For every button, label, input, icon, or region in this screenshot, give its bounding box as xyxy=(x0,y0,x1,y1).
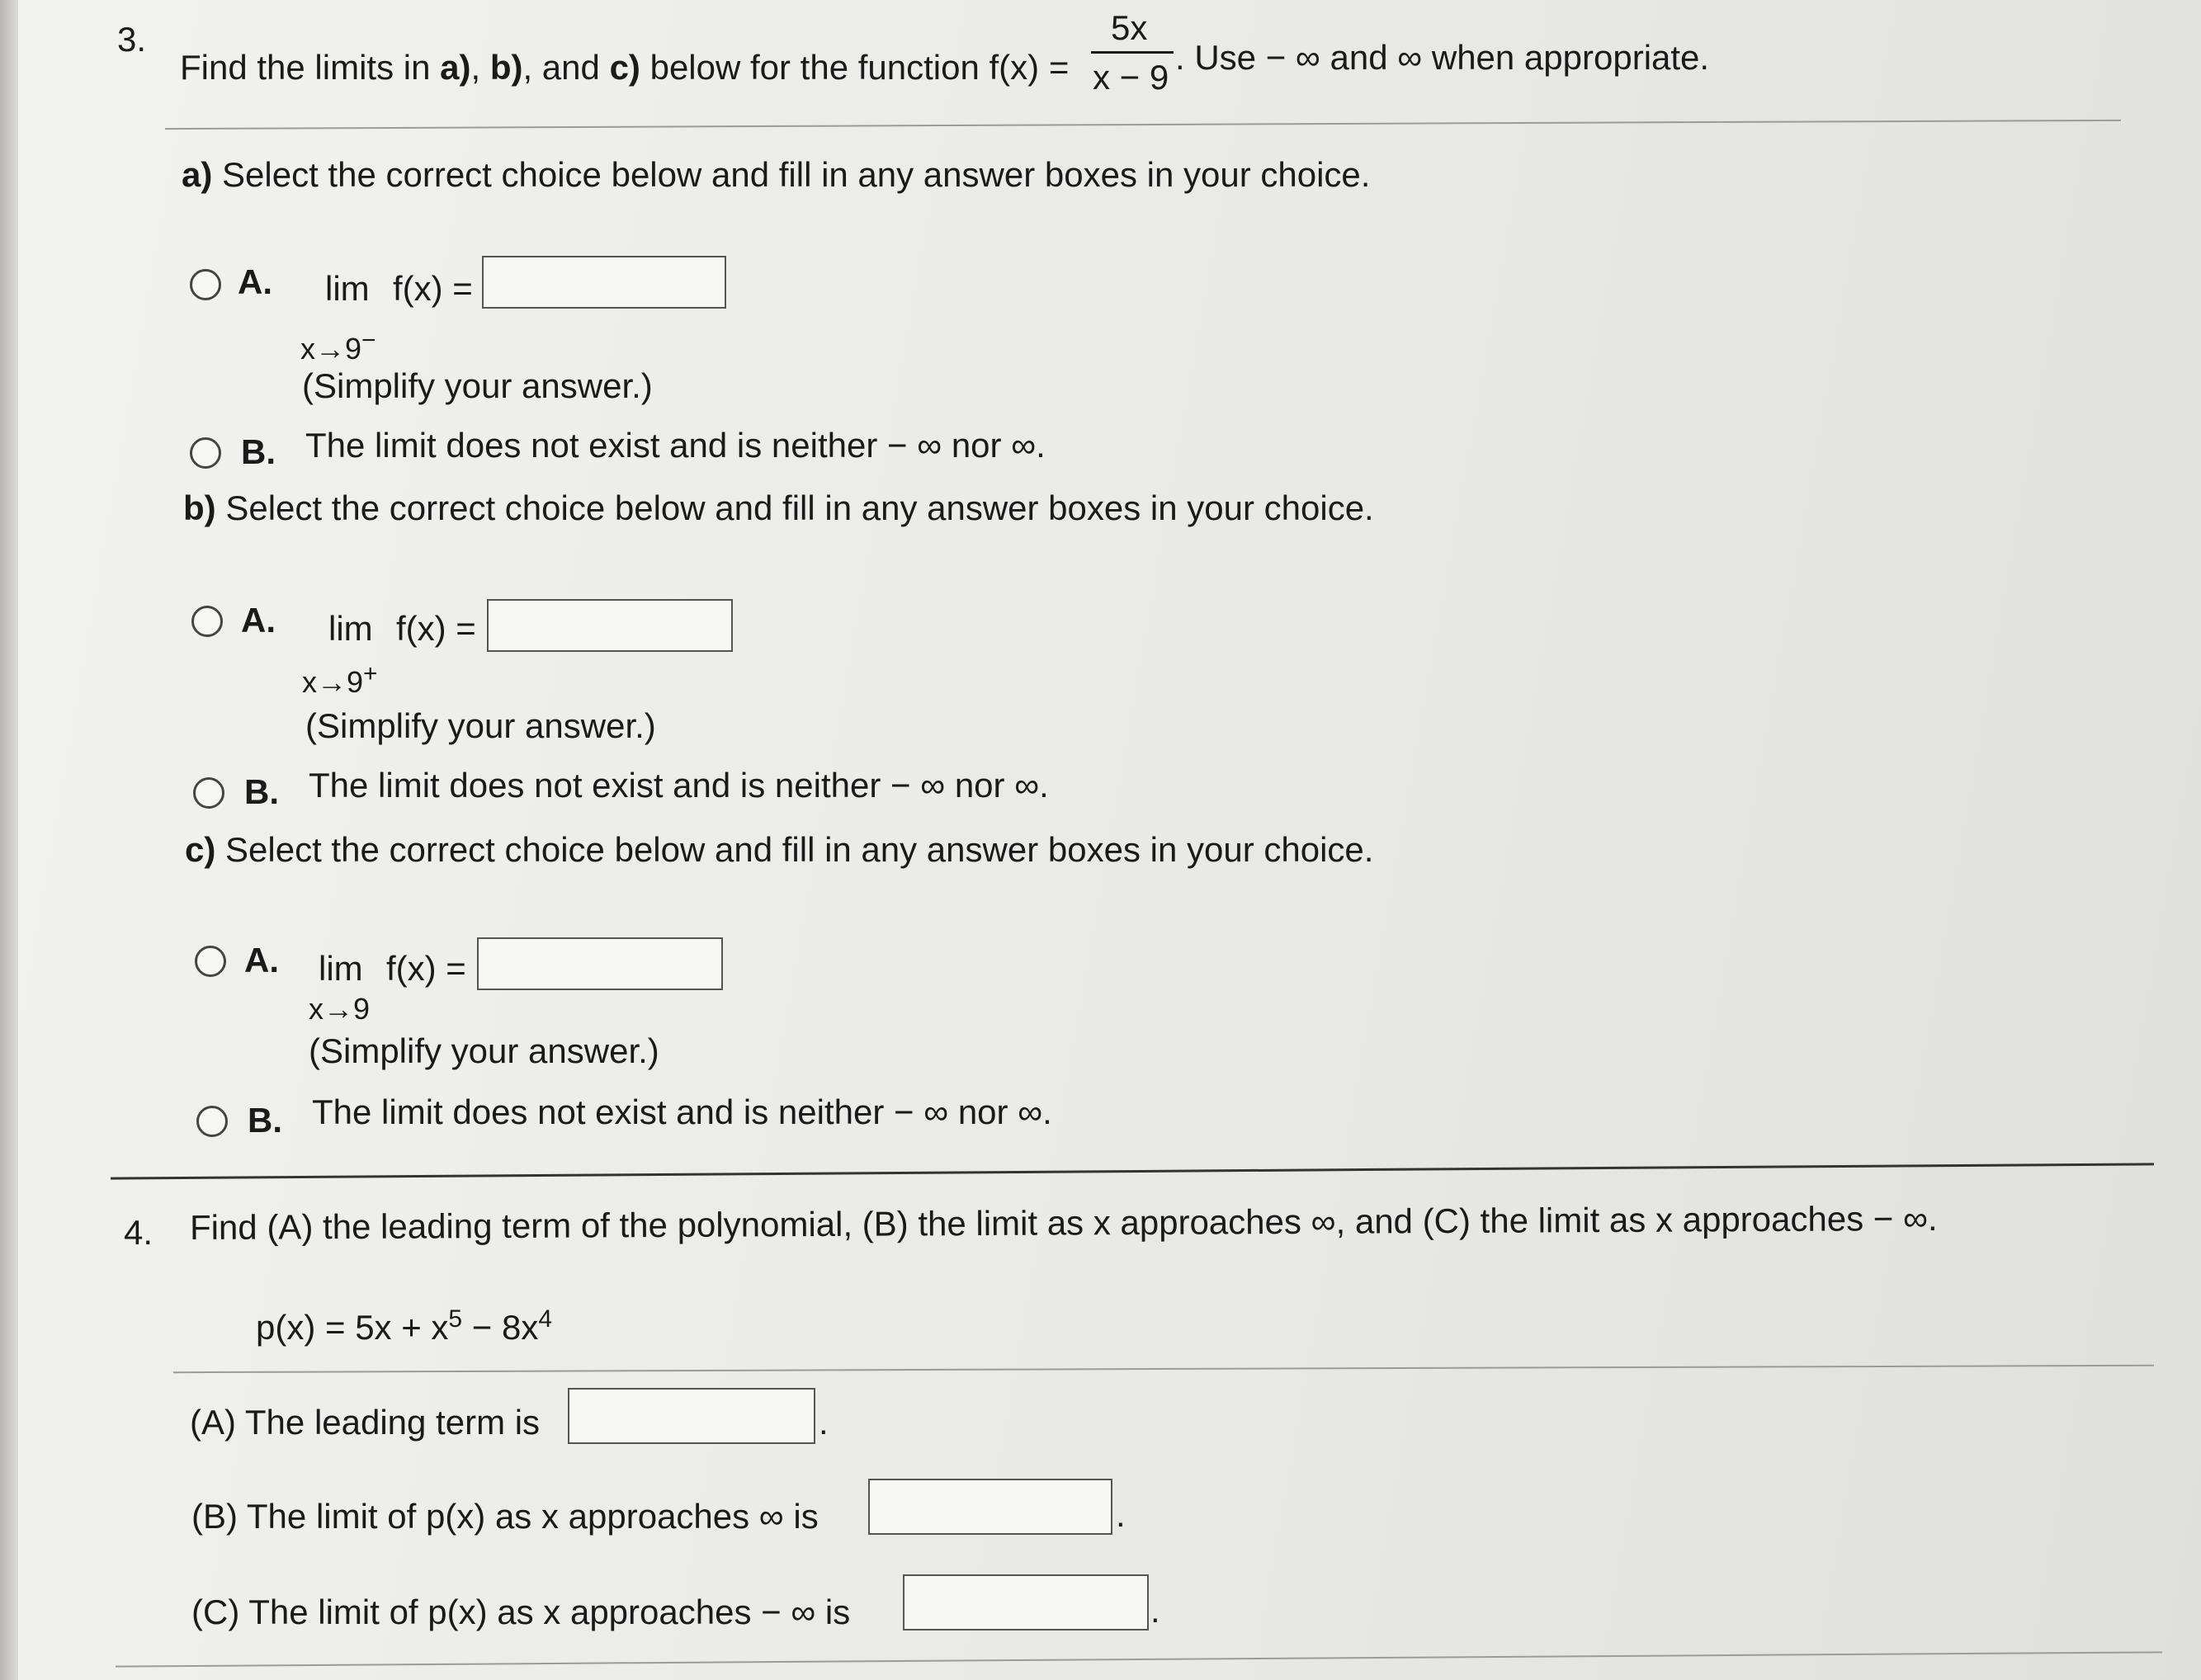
part-a-lim: lim xyxy=(325,269,370,308)
period: . xyxy=(1116,1495,1126,1534)
part-b-answer-box[interactable] xyxy=(487,599,733,652)
poly-exponent: 4 xyxy=(538,1305,553,1333)
leading-term-answer-box[interactable] xyxy=(568,1388,815,1444)
fraction-denominator: x − 9 xyxy=(1093,58,1169,97)
leading-term-label: (A) The leading term is xyxy=(190,1403,541,1442)
question-3-number: 3. xyxy=(117,20,147,59)
part-b-lim-subscript xyxy=(302,660,378,700)
divider xyxy=(173,1365,2154,1373)
part-b-option-a-letter: A. xyxy=(241,601,276,639)
limit-pos-inf-label: (B) The limit of p(x) as x approaches ∞ is xyxy=(191,1497,819,1536)
fraction-numerator: 5x xyxy=(1111,8,1148,47)
page-edge-shadow xyxy=(0,0,18,1680)
poly-part: p(x) = 5x + x xyxy=(256,1308,449,1347)
part-b-ref: b) xyxy=(489,48,523,87)
part-c-option-a-radio[interactable] xyxy=(195,946,226,977)
period: . xyxy=(819,1403,829,1442)
instruction-text: Select the correct choice below and fill in any answer boxes in your choice. xyxy=(215,488,1374,527)
limit-neg-inf-answer-box[interactable] xyxy=(903,1574,1149,1630)
lim-side: + xyxy=(363,660,378,687)
part-c-answer-box[interactable] xyxy=(477,937,723,990)
question-3-prompt xyxy=(180,48,1069,87)
prompt-text: , xyxy=(470,48,490,87)
part-c-label: c) xyxy=(185,830,216,869)
part-a-ref: a) xyxy=(440,48,471,87)
prompt-text: below for the function f(x) = xyxy=(640,48,1070,87)
part-b-option-b-radio[interactable] xyxy=(193,777,224,809)
poly-part: − 8x xyxy=(462,1308,539,1347)
part-a-answer-box[interactable] xyxy=(482,256,726,309)
part-c-option-b-text: The limit does not exist and is neither − ∞ nor ∞. xyxy=(312,1092,1052,1131)
part-b-option-a-radio[interactable] xyxy=(191,606,223,637)
lim-side: − xyxy=(361,327,376,354)
part-b-label: b) xyxy=(183,488,216,527)
part-a-option-b-letter: B. xyxy=(241,432,276,471)
divider xyxy=(165,120,2121,130)
prompt-text: , and xyxy=(522,48,610,87)
limit-neg-inf-label: (C) The limit of p(x) as x approaches − ∞ is xyxy=(191,1593,851,1631)
part-a-function: f(x) = xyxy=(393,269,473,308)
part-c-option-b-letter: B. xyxy=(248,1101,282,1140)
period: . xyxy=(1150,1591,1160,1630)
question-separator xyxy=(111,1163,2154,1179)
part-b-function: f(x) = xyxy=(396,609,476,648)
part-c-lim-subscript: x→9 xyxy=(309,992,371,1026)
part-b-instruction xyxy=(183,488,1374,528)
part-b-lim: lim xyxy=(328,609,373,648)
part-c-lim: lim xyxy=(319,949,363,988)
poly-exponent: 5 xyxy=(448,1305,463,1333)
part-a-option-a-radio[interactable] xyxy=(190,269,221,300)
part-c-option-b-radio[interactable] xyxy=(196,1106,228,1137)
part-b-simplify-note: (Simplify your answer.) xyxy=(305,706,656,745)
part-c-simplify-note: (Simplify your answer.) xyxy=(309,1031,659,1070)
part-a-label: a) xyxy=(182,155,213,194)
polynomial-definition xyxy=(256,1305,552,1347)
instruction-text: Select the correct choice below and fill in any answer boxes in your choice. xyxy=(215,830,1374,869)
part-a-option-a-letter: A. xyxy=(238,262,272,301)
part-c-function: f(x) = xyxy=(386,949,466,988)
lim-approach: x→9 xyxy=(302,665,364,699)
instruction-text: Select the correct choice below and fill in any answer boxes in your choice. xyxy=(212,155,1371,194)
part-a-option-b-text: The limit does not exist and is neither − ∞ nor ∞. xyxy=(305,426,1046,465)
part-b-option-b-text: The limit does not exist and is neither − ∞ nor ∞. xyxy=(309,766,1049,805)
part-c-instruction xyxy=(185,830,1373,870)
fraction-bar xyxy=(1091,51,1174,54)
part-a-option-b-radio[interactable] xyxy=(190,437,221,469)
use-infinity-note: . Use − ∞ and ∞ when appropriate. xyxy=(1175,38,1710,77)
question-4-number: 4. xyxy=(124,1213,154,1252)
limit-pos-inf-answer-box[interactable] xyxy=(868,1479,1112,1535)
lim-approach: x→9 xyxy=(300,332,362,366)
part-c-ref: c) xyxy=(609,48,640,87)
divider xyxy=(116,1651,2162,1667)
part-b-option-b-letter: B. xyxy=(244,772,279,811)
question-4-prompt: Find (A) the leading term of the polynomial, (B) the limit as x approaches ∞, and (C) the limit as x approaches − ∞. xyxy=(189,1198,1938,1247)
prompt-text: Find the limits in xyxy=(180,48,441,87)
part-a-lim-subscript xyxy=(300,327,376,366)
part-a-simplify-note: (Simplify your answer.) xyxy=(302,366,653,405)
part-c-option-a-letter: A. xyxy=(244,941,279,979)
part-a-instruction xyxy=(182,155,1370,195)
